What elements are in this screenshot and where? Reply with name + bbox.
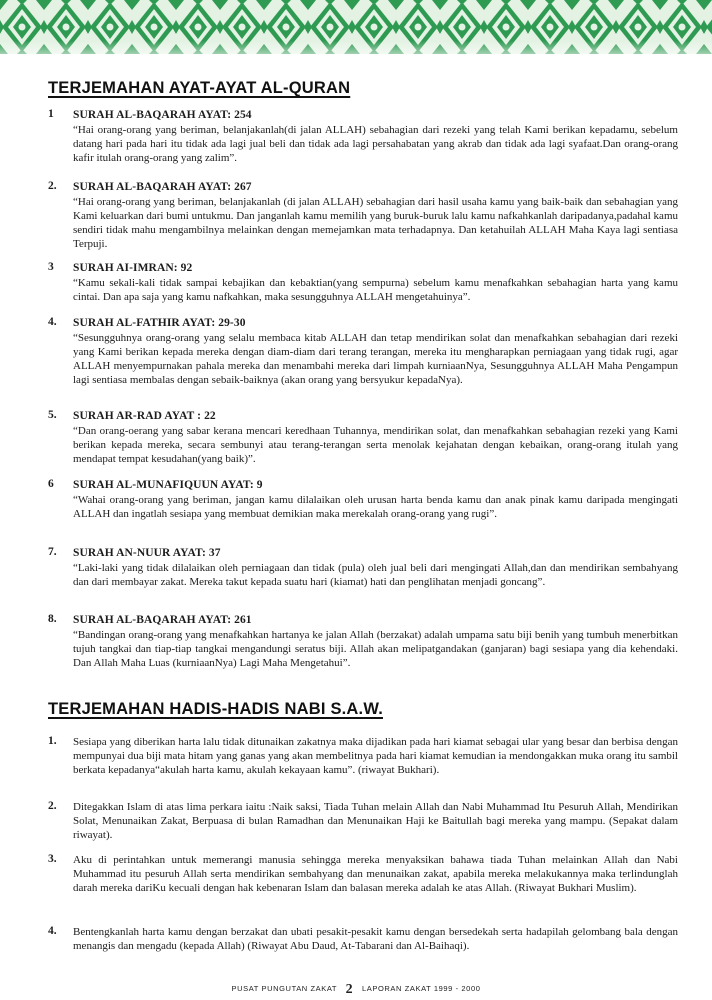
hadis-item (48, 800, 678, 842)
verse-translation: “Laki-laki yang tidak dilalaikan oleh perniagaan dan tidak (pula) oleh jual beli dari mengingati Allah,dan dan mendirikan sembahyang dan dari membayar zakat. Mereka takut kepada suatu hari (kiamat) hati dan penglihatan menjadi goncang”. (73, 562, 678, 588)
hadis-item (48, 925, 678, 953)
hadis-item (48, 853, 678, 895)
verse-translation: “Dan orang-oerang yang sabar kerana mencari keredhaan Tuhannya, mendirikan solat, dan menafkahkan sebahagian rezeki yang Kami berikan kepada mereka, secara sembunyi atau terang-terangan serta menolak kejahatan dengan kebaikan, orang-orang itulah yang mendapat tempat kesudahan(yang baik)”. (73, 425, 678, 465)
surah-heading: SURAH AL-FATHIR AYAT: 29-30 (73, 317, 246, 329)
quran-item (48, 316, 678, 387)
item-number: 5. (48, 409, 57, 421)
verse-translation: “Kamu sekali-kali tidak sampai kebajikan dan kebaktian(yang sempurna) sebelum kamu menafkahkan sebahagian harta yang kamu cintai. Dan apa saja yang kamu nafkahkan, maka sesungguhnya ALLAH mengetahuinya”. (73, 277, 678, 303)
quran-item (48, 613, 678, 670)
surah-heading: SURAH AL-MUNAFIQUUN AYAT: 9 (73, 479, 263, 491)
verse-translation: “Hai orang-orang yang beriman, belanjakanlah(di jalan ALLAH) sebahagian dari rezeki yang telah Kami berikan kepadamu, sebelum datang hari pada hari itu tidak ada lagi jual beli dan tidak ada lagi persahabatan yang akrab dan tidak ada lagi syafaat.Dan orang-orang kafir itulah orang-orang yang zalim”. (73, 124, 678, 164)
page-number: 2 (345, 982, 354, 997)
quran-item (48, 108, 678, 165)
hadis-translation: Sesiapa yang diberikan harta lalu tidak ditunaikan zakatnya maka dijadikan pada hari kiamat sebagai ular yang besar dan berbisa dengan mempunyai dua biji mata hitam yang ganas yang akan membelitnya pada hari kiamat kemudian ia mendongakkan muka orang itu sambil berkata kepadanya“akulah harta kamu, akulah kekayaan kamu”. (riwayat Bukhari). (73, 736, 678, 776)
surah-heading: SURAH AN-NUUR AYAT: 37 (73, 547, 221, 559)
quran-section-title: TERJEMAHAN AYAT-AYAT AL-QURAN (48, 79, 351, 97)
item-number: 4. (48, 925, 57, 937)
page-footer (0, 982, 712, 998)
islamic-pattern-icon (0, 0, 712, 54)
item-number: 1 (48, 108, 54, 120)
hadis-translation: Ditegakkan Islam di atas lima perkara iaitu :Naik saksi, Tiada Tuhan melain Allah dan Nabi Muhammad Itu Pesuruh Allah, Mendirikan Solat, Menunaikan Zakat, Berpuasa di bulan Ramadhan dan Menunaikan Haji ke Baitullah bagi mereka yang mampu. (Sepakat dalam riwayat). (73, 801, 678, 841)
item-number: 2. (48, 800, 57, 812)
hadis-section-title: TERJEMAHAN HADIS-HADIS NABI S.A.W. (48, 700, 383, 718)
footer-report-title: LAPORAN ZAKAT 1999 - 2000 (361, 984, 481, 993)
surah-heading: SURAH AR-RAD AYAT : 22 (73, 410, 216, 422)
quran-item (48, 180, 678, 251)
item-number: 3 (48, 261, 54, 273)
item-number: 7. (48, 546, 57, 558)
surah-heading: SURAH AL-BAQARAH AYAT: 261 (73, 614, 252, 626)
hadis-translation: Aku di perintahkan untuk memerangi manusia sehingga mereka menyaksikan bahawa tiada Tuhan melainkan Allah dan Nabi Muhammad itu pesuruh Allah serta mendirikan sembahyang dan menunaikan zakat, apabila mereka melakukannya maka terlindunglah darah mereka dariKu kecuali dengan hak kebenaran Islam dan balasan mereka adalah ke atas Allah. (Riwayat Bukhari Muslim). (73, 854, 678, 894)
hadis-item (48, 735, 678, 777)
footer-publisher: PUSAT PUNGUTAN ZAKAT (231, 984, 337, 993)
header-pattern-banner (0, 0, 712, 54)
quran-item (48, 478, 678, 521)
item-number: 8. (48, 613, 57, 625)
quran-item (48, 409, 678, 466)
surah-heading: SURAH AL-BAQARAH AYAT: 254 (73, 109, 252, 121)
item-number: 6 (48, 478, 54, 490)
surah-heading: SURAH AI-IMRAN: 92 (73, 262, 193, 274)
verse-translation: “Bandingan orang-orang yang menafkahkan hartanya ke jalan Allah (berzakat) adalah umpama satu biji benih yang tumbuh menerbitkan tujuh tangkai dan tiap-tiap tangkai mengandungi seratus biji. Allah akan melipatgandakan (ganjaran) bagi sesiapa yang dia kehendaki. Dan Allah Maha Luas (kurniaanNya) Lagi Maha Mengetahui”. (73, 629, 678, 669)
quran-item (48, 261, 678, 304)
verse-translation: “Hai orang-orang yang beriman, belanjakanlah (di jalan ALLAH) sebahagian dari hasil usaha kamu yang baik-baik dan sebahagian yang Kami keluarkan dari bumi untukmu. Dan janganlah kamu memilih yang buruk-buruk lalu kamu nafkahkanlah daripadanya,padahal kamu sendiri tidak mahu mengambilnya melainkan dengan memejamkan mata terhadapnya. Dan ketahuilah ALLAH Maha Kaya lagi sentiasa Terpuji. (73, 196, 678, 250)
item-number: 1. (48, 735, 57, 747)
item-number: 2. (48, 180, 57, 192)
verse-translation: “Wahai orang-orang yang beriman, jangan kamu dilalaikan oleh urusan harta benda kamu dan anak pinak kamu daripada mengingati ALLAH dan ingatlah sesiapa yang membuat demikian maka merekalah orang-orang yang rugi”. (73, 494, 678, 520)
hadis-translation: Bentengkanlah harta kamu dengan berzakat dan ubati pesakit-pesakit kamu dengan bersedekah serta hadapilah gelombang bala dengan menangis dan mengadu (kepada Allah) (Riwayat Abu Daud, At-Tabarani dan Al-Baihaqi). (73, 926, 678, 952)
verse-translation: “Sesungguhnya orang-orang yang selalu membaca kitab ALLAH dan tetap mendirikan solat dan menafkahkan sebahagian dari rezeki yang Kami berikan kepada mereka dengan diam-diam dari terang terangan, mereka itu mengharapkan perniagaan yang tidak rugi, agar ALLAH menyempurnakan pahala mereka dan menambahi mereka dari limpah kurniaanNya, Sesungguhnya ALLAH Maha Pengampun lagi sentiasa membalas dengan sebaik-baiknya (akan orang yang bersyukur kepadaNya). (73, 332, 678, 386)
quran-item (48, 546, 678, 589)
surah-heading: SURAH AL-BAQARAH AYAT: 267 (73, 181, 252, 193)
item-number: 3. (48, 853, 57, 865)
item-number: 4. (48, 316, 57, 328)
